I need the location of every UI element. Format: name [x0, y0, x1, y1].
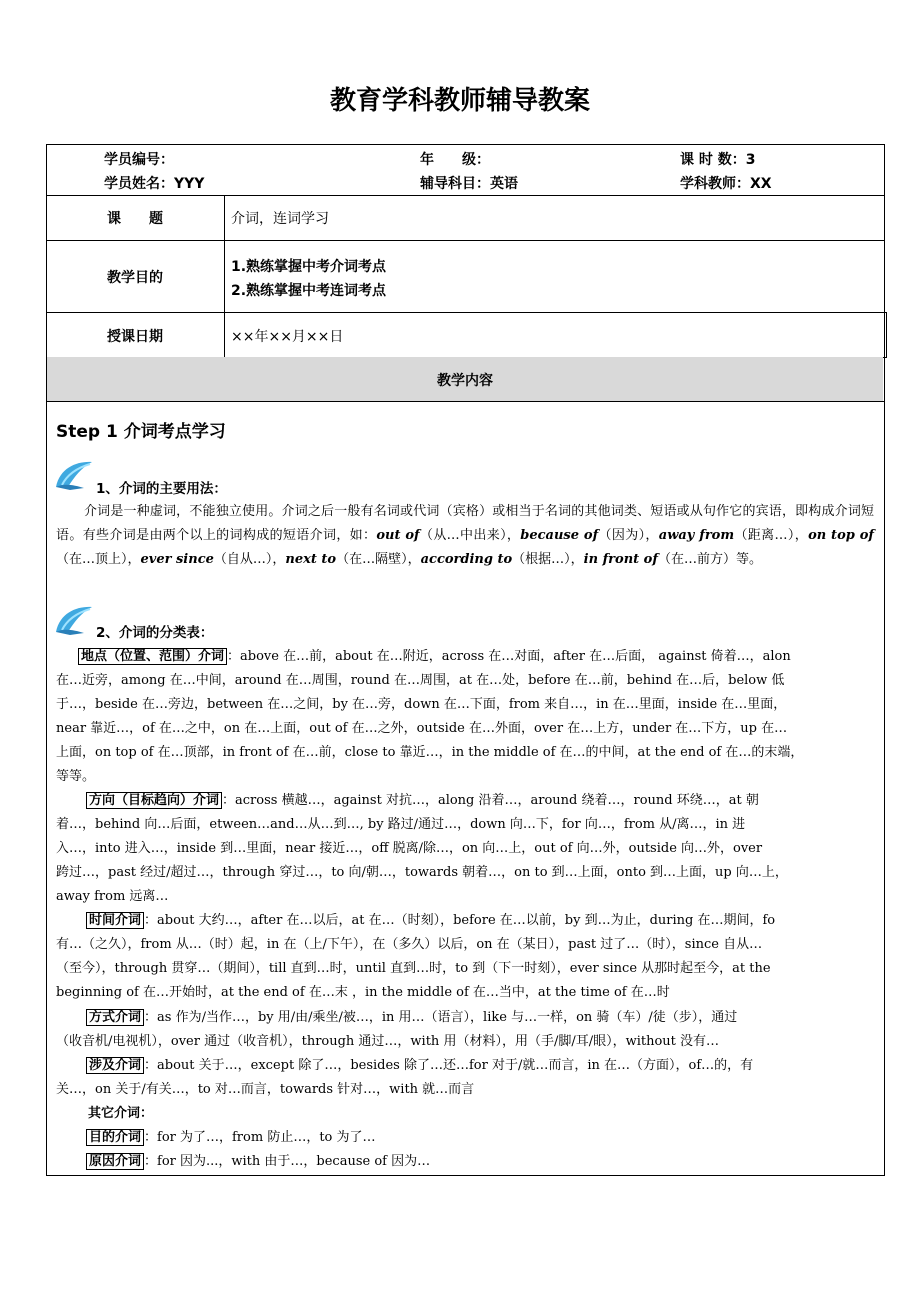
table-divider: [46, 195, 884, 196]
leaf-bullet-icon: [52, 602, 96, 636]
usage-paragraph: 介词是一种虚词，不能独立使用。介词之后一般有名词或代词（宾格）或相当于名词的其他词类、短语或从句作它的宾语，即构成介词短语。有些介词是由两个以上的词构成的短语介词，如：out of（从…中出来），because of（因为），away from（距离…），on top of（在…顶上），ever since（自从…），next to（在…隔壁），according to（根据…），in front of（在…前方）等。: [56, 504, 874, 568]
cause-prepositions: 原因介词 ：for 因为...，with 由于…，because of 因为…: [56, 1150, 886, 1174]
document-title: 教育学科教师辅导教案: [329, 86, 590, 116]
category-label: 目的介词: [86, 1129, 144, 1146]
text-line: 关…，on 关于/有关…，to 对…而言，towards 针对…，with 就…而言: [56, 1082, 475, 1097]
category-label: 涉及介词: [86, 1057, 144, 1074]
text-line: 在…近旁，among 在…中间，around 在…周围，round 在…周围，at 在…处，before 在…前，behind 在…后，below 低: [56, 673, 785, 688]
table-column-divider: [224, 195, 225, 312]
place-prepositions: 地点（位置、范围）介词 ：above 在…前，about 在…附近，across 在…对面，after 在…后面， against 倚着…，alon: [56, 645, 886, 669]
text-line: away from 远离…: [56, 889, 169, 904]
purpose-prepositions: 目的介词 ：for 为了…，from 防止…，to 为了…: [56, 1126, 886, 1150]
manner-prepositions: 方式介词 ：as 作为/当作…，by 用/由/乘坐/被…，in 用…（语言），like 与…一样，on 骑（车）/徒（步），通过: [56, 1006, 886, 1030]
text-line: 有…（之久），from 从…（时）起，in 在（上/下午），在（多久）以后，on 在（某日），past 过了…（时），since 自从…: [56, 937, 763, 952]
section-heading: 2、介词的分类表：: [96, 625, 214, 641]
text-line: （至今），through 贯穿…（期间），till 直到…时，until 直到…时，to 到（下一时刻），ever since 从那时起至今，at the: [56, 961, 771, 976]
text-line: 上面，on top of 在…顶部，in front of 在…前，close to 靠近…，in the middle of 在…的中间，at the end of 在…的末端，: [56, 745, 804, 760]
category-label: 方式介词: [86, 1009, 144, 1026]
section-heading: 1、介词的主要用法：: [96, 481, 227, 497]
category-label: 地点（位置、范围）介词: [78, 648, 227, 665]
table-column-divider: [886, 312, 887, 357]
content-header: 教学内容: [437, 373, 493, 389]
text-line: 于…，beside 在…旁边，between 在…之间，by 在…旁，down 在…下面，from 来自…，in 在…里面，inside 在…里面，: [56, 697, 787, 712]
table-column-divider: [224, 312, 225, 357]
direction-prepositions: 方向（目标趋向）介词 ：across 横越…，against 对抗…，along 沿着…，around 绕着…，round 环绕…，at 朝: [56, 789, 886, 813]
text-line: 等等。: [56, 769, 96, 784]
date-value: ××年××月××日: [231, 329, 344, 345]
category-label: 时间介词: [86, 912, 144, 929]
student-name: 学员姓名：YYY: [104, 176, 205, 192]
text-line: （收音机/电视机），over 通过（收音机），through 通过…，with 用（材料），用（手/脚/耳/眼），without 没有…: [56, 1034, 720, 1049]
topic-value: 介词，连词学习: [231, 211, 329, 227]
student-number: 学员编号：: [104, 152, 174, 168]
category-label: 原因介词: [86, 1153, 144, 1170]
tutoring-subject: 辅导科目：英语: [420, 176, 518, 192]
text-line: 着…，behind 向…后面，etween…and…从…到…, by 路过/通过…，down 向…下，for 向…，from 从/离…，in 进: [56, 817, 746, 832]
goal-item: 1.熟练掌握中考介词考点: [231, 259, 387, 275]
text-line: 跨过…，past 经过/超过…，through 穿过…，to 向/朝…，towards 朝着…，on to 到…上面，onto 到…上面，up 向…上，: [56, 865, 788, 880]
text-line: beginning of 在…开始时，at the end of 在…末 ，in the middle of 在…当中，at the time of 在…时: [56, 985, 670, 1000]
time-prepositions: 时间介词 ：about 大约…，after 在…以后，at 在…（时刻），before 在…以前，by 到…为止，during 在…期间，fo: [56, 909, 886, 933]
grade: 年 级：: [420, 152, 490, 168]
text-line: 入…，into 进入…，inside 到…里面，near 接近…，off 脱离/除…，on 向…上，out of 向…外，outside 向…外，over: [56, 841, 763, 856]
table-divider: [46, 312, 887, 313]
date-label: 授课日期: [107, 329, 163, 345]
concerning-prepositions: 涉及介词 ：about 关于…，except 除了…，besides 除了…还…for 对于/就…而言，in 在…（方面），of…的，有: [56, 1054, 886, 1078]
leaf-bullet-icon: [52, 457, 96, 491]
subject-teacher: 学科教师：XX: [680, 176, 772, 192]
goal-item: 2.熟练掌握中考连词考点: [231, 283, 387, 299]
table-divider: [46, 240, 884, 241]
text-line: near 靠近…，of 在…之中，on 在…上面，out of 在…之外，outside 在…外面，over 在…上方，under 在…下方，up 在…: [56, 721, 788, 736]
table-divider: [46, 401, 884, 402]
goal-label: 教学目的: [107, 270, 163, 286]
category-label: 方向（目标趋向）介词: [86, 792, 222, 809]
other-prepositions-label: 其它介词：: [88, 1106, 154, 1121]
lesson-hours: 课 时 数：3: [680, 152, 756, 168]
step-heading: Step 1 介词考点学习: [56, 422, 226, 442]
topic-label: 课 题: [107, 211, 163, 227]
